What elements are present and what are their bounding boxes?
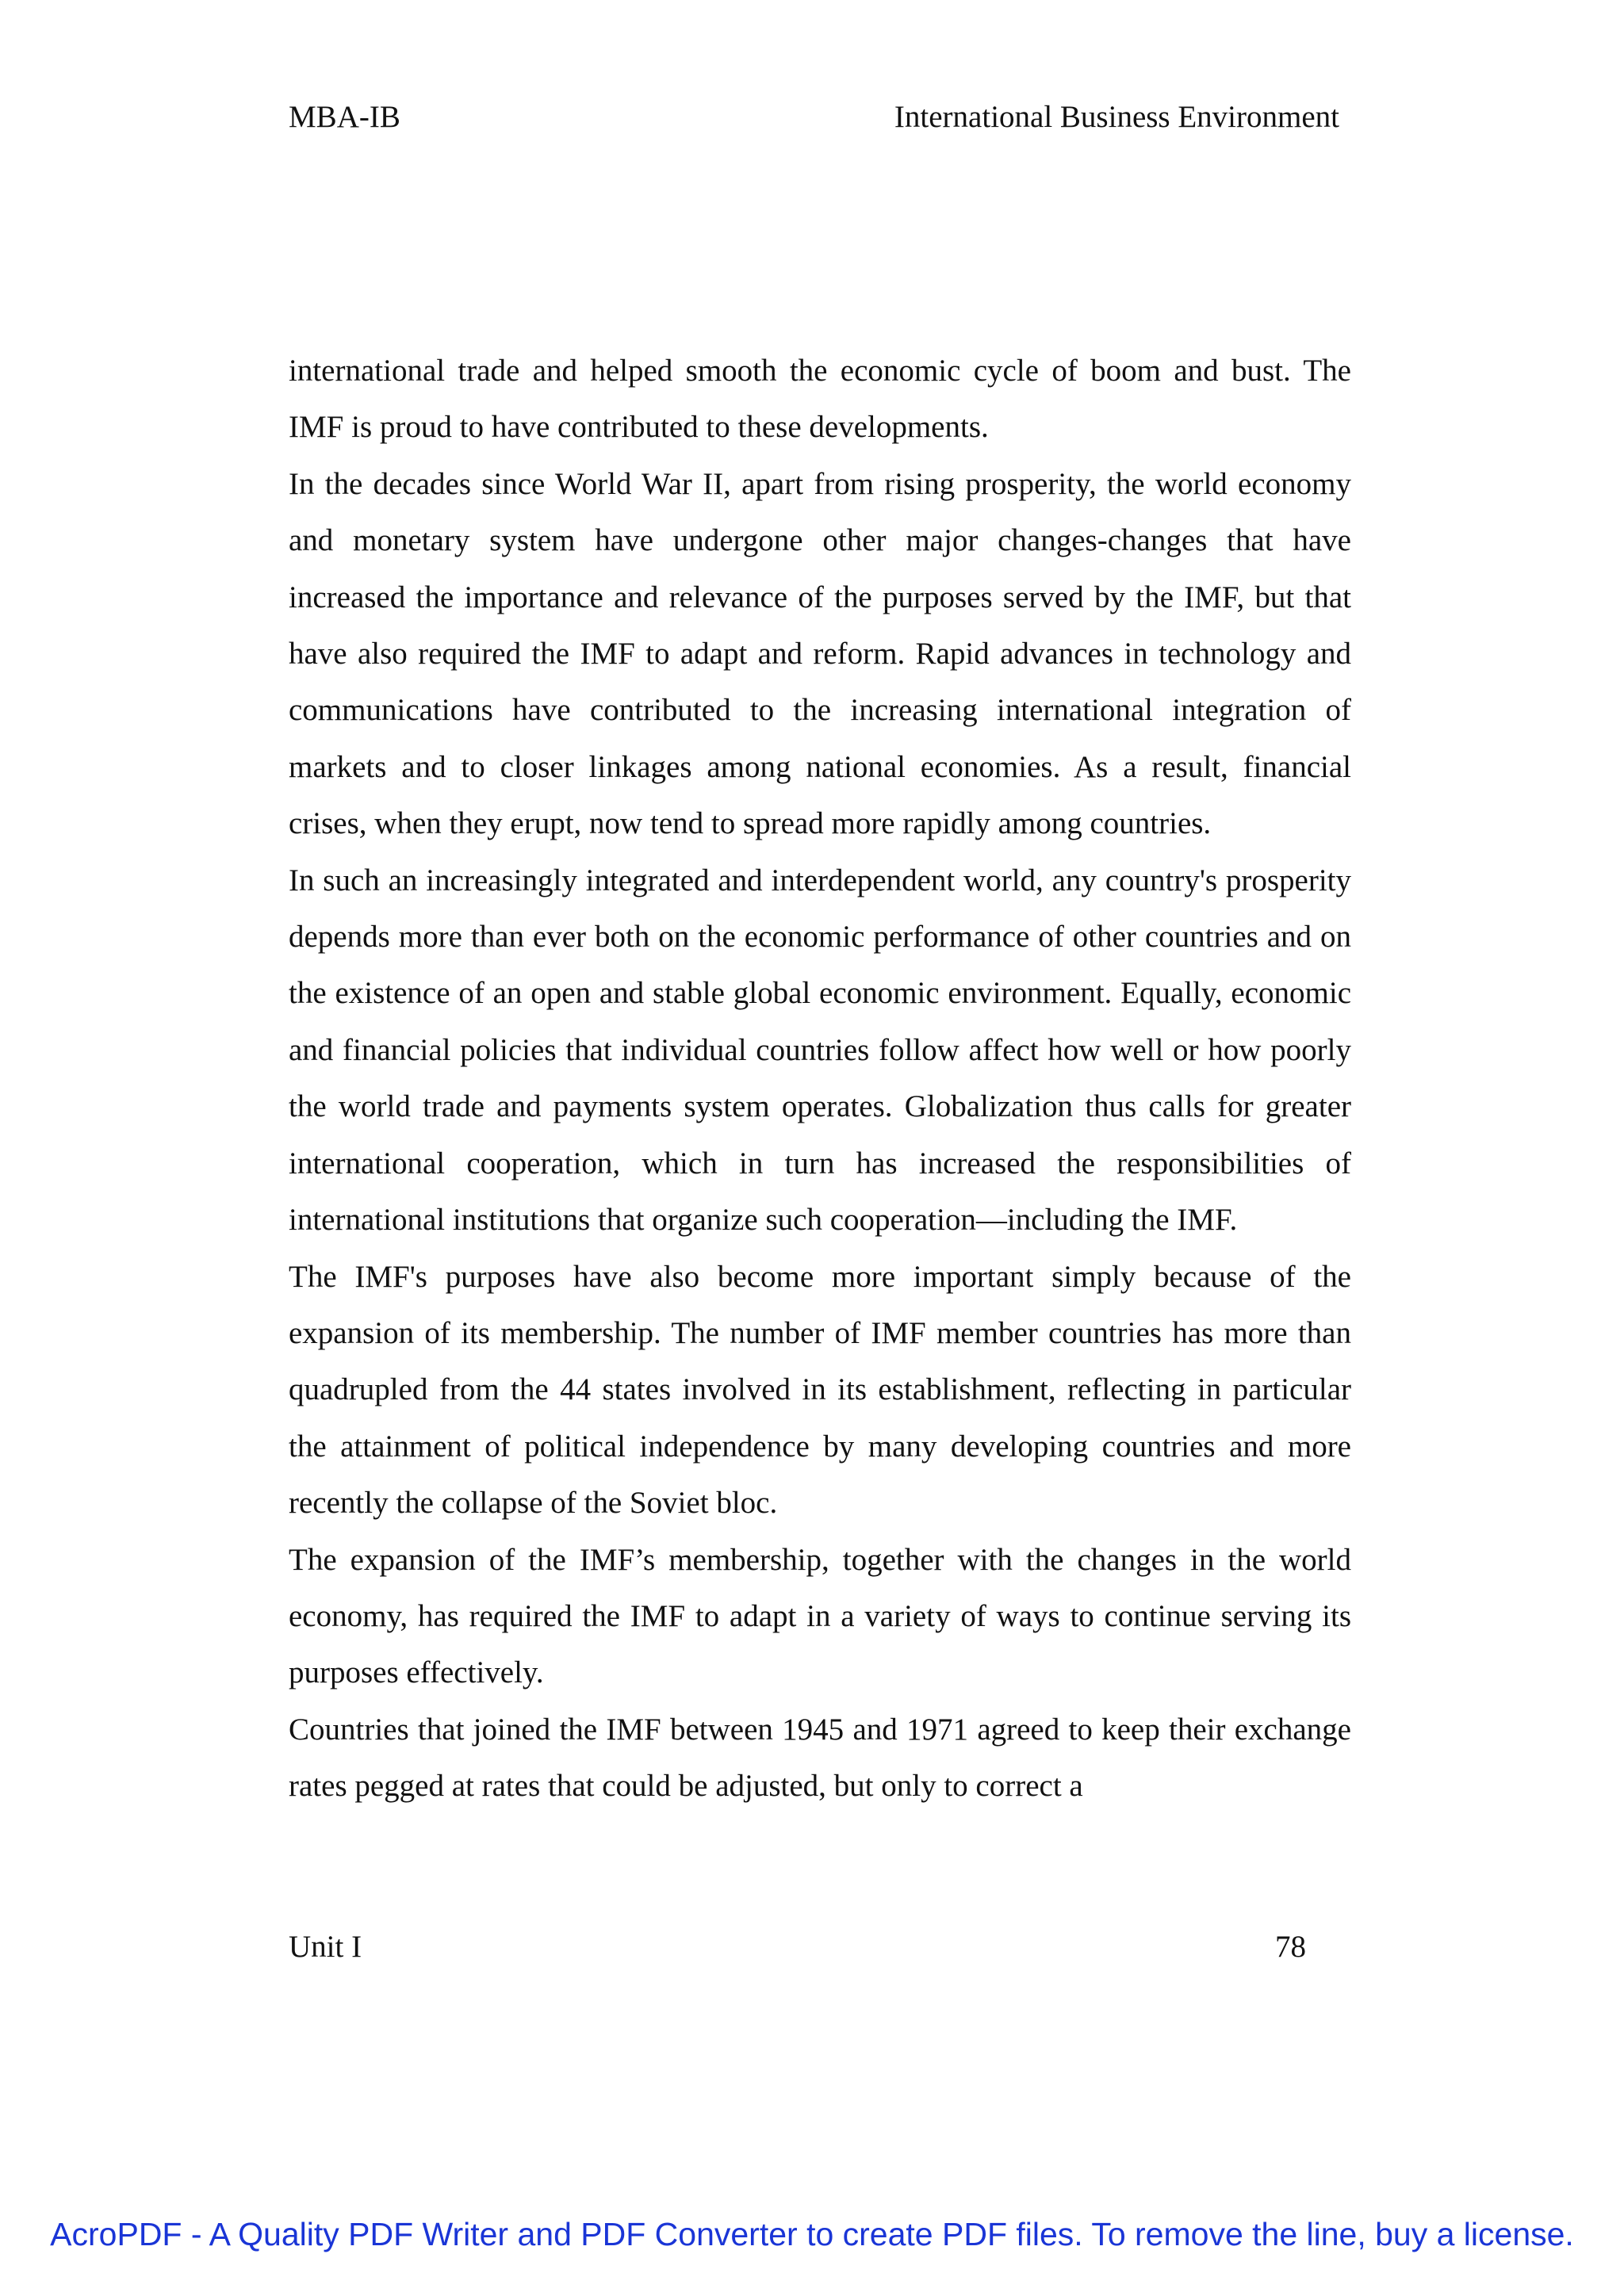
paragraph: In the decades since World War II, apart from rising prosperity, the world economy and monetary system have undergone other major changes-changes that have increased the importance and relevance of the purposes served by the IMF, but that have also required the IMF to adapt and reform. Rapid advances in technology and communications have contributed to the increasing international integration of markets and to closer linkages among national economies. As a result, financial crises, when they erupt, now tend to spread more rapidly among countries. <box>289 466 1351 841</box>
paragraph: international trade and helped smooth the economic cycle of boom and bust. The IMF is proud to have contributed to these developments. <box>289 354 1351 445</box>
paragraph: In such an increasingly integrated and interdependent world, any country's prosperity depends more than ever both on the economic performance of other countries and on the existence of an open and stable global economic environment. Equally, economic and financial policies that individual countries follow affect how well or how poorly the world trade and payments system operates. Globalization thus calls for greater international cooperation, which in turn has increased the responsibilities of international institutions that organize such cooperation—including the IMF. <box>289 863 1351 1238</box>
footer-unit: Unit I <box>289 1930 362 1964</box>
paragraph: Countries that joined the IMF between 1945 and 1971 agreed to keep their exchange rates pegged at rates that could be adjusted, but only to correct a <box>289 1712 1351 1804</box>
paragraph: The expansion of the IMF’s membership, together with the changes in the world economy, has required the IMF to adapt in a variety of ways to continue serving its purposes effectively. <box>289 1542 1351 1690</box>
paragraph: The IMF's purposes have also become more important simply because of the expansion of its membership. The number of IMF member countries has more than quadrupled from the 44 states involved in its establishment, reflecting in particular the attainment of political independence by many developing countries and more recently the collapse of the Soviet bloc. <box>289 1259 1351 1521</box>
body-text <box>289 342 1351 1815</box>
running-header-course: MBA-IB <box>289 100 400 134</box>
watermark-banner: AcroPDF - A Quality PDF Writer and PDF Converter to create PDF files. To remove the line, buy a license. <box>50 2216 1574 2252</box>
running-header-title: International Business Environment <box>894 100 1339 134</box>
page-number: 78 <box>1275 1930 1306 1964</box>
